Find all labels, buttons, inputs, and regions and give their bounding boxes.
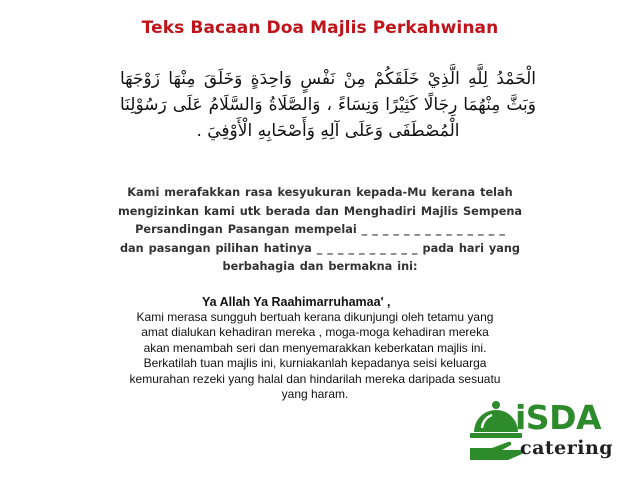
opening-paragraph	[100, 184, 540, 277]
paragraph-line: amat dialukan kehadiran mereka , moga-moga kehadiran mereka	[141, 325, 489, 340]
paragraph-line: akan menambah seri dan menyemarakkan keberkatan majlis ini.	[143, 340, 487, 355]
paragraph-line: Kami merasa sungguh bertuah kerana dikunjungi oleh tetamu yang	[136, 310, 494, 324]
prayer-paragraph	[80, 310, 550, 402]
document-title: Teks Bacaan Doa Majlis Perkahwinan	[141, 18, 499, 38]
isda-catering-logo	[468, 398, 636, 476]
arabic-prayer-text: الْحَمْدُ لِلَّهِ الَّذِيْ خَلَقَكُمْ مِنْ نَفْسٍ وَاحِدَةٍ وَخَلَقَ مِنْهَا زَوْجَهَا وَبَثَّ مِنْهُمَا رِجَالًا كَثِيْرًا وَنِسَاءً ، وَالصَّلَاةُ وَالسَّلَامُ عَلَى رَسُوْلِنَا الْمُصْطَفَى وَعَلَى آلِهِ وَأَصْحَابِهِ الْأَوْفِيَ .	[120, 69, 536, 141]
logo-brand-text: iSDA	[515, 398, 602, 437]
paragraph-line: Berkatilah tuan majlis ini, kurniakanlah kepadanya seisi keluarga	[143, 356, 487, 371]
logo-sub-text: catering	[520, 437, 614, 459]
paragraph-line: Persandingan Pasangan mempelai _ _ _ _ _ _ _ _ _ _ _ _ _ _	[135, 223, 505, 236]
paragraph-line: yang haram.	[281, 387, 349, 402]
paragraph-line: kemurahan rezeki yang halal dan hindarilah mereka daripada sesuatu	[129, 371, 501, 386]
paragraph-line: berbahagia dan bermakna ini:	[222, 260, 418, 273]
paragraph-line: mengizinkan kami utk berada dan Menghadiri Majlis Sempena	[117, 204, 523, 218]
paragraph-line: Kami merafakkan rasa kesyukuran kepada-Mu kerana telah	[127, 186, 513, 199]
paragraph-line: dan pasangan pilihan hatinya _ _ _ _ _ _ _ _ _ _ pada hari yang	[119, 241, 521, 255]
salutation: Ya Allah Ya Raahimarruhamaa' ,	[202, 295, 391, 309]
